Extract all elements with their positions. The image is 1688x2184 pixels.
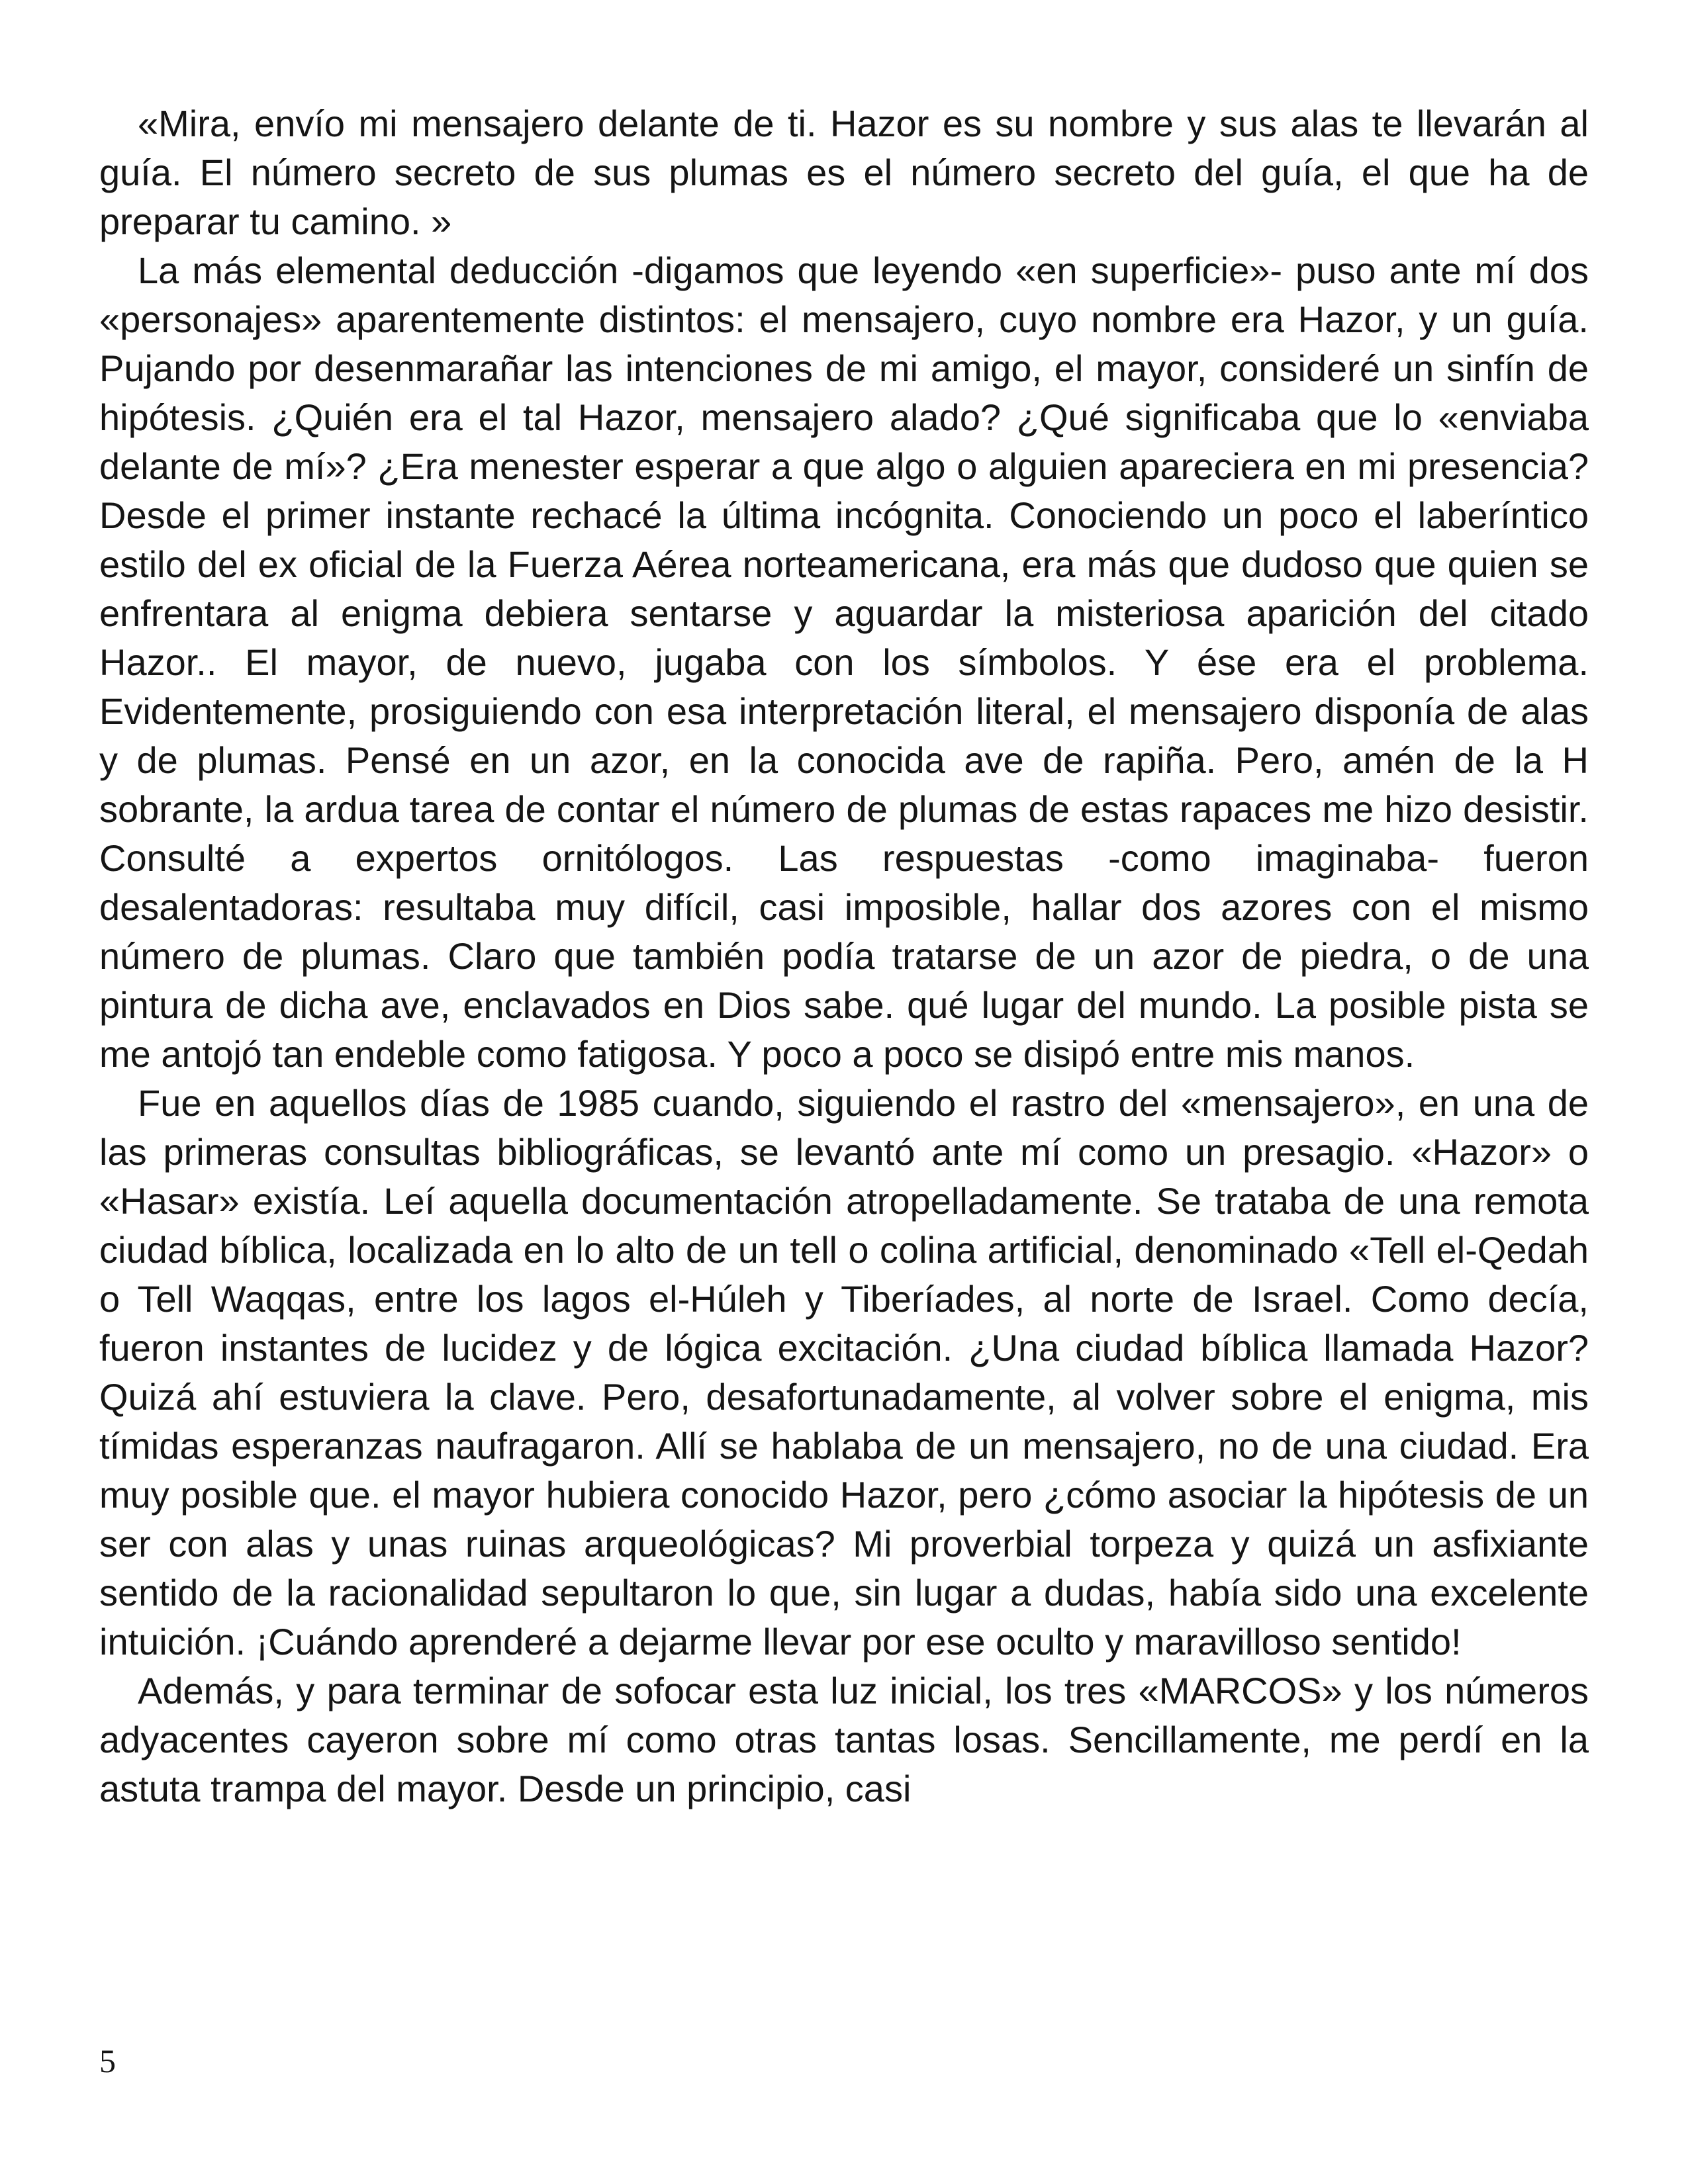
paragraph-quote: «Mira, envío mi mensajero delante de ti. Hazor es su nombre y sus alas te llevarán al guía. El número secreto de sus plumas es el número secreto del guía, el que ha de preparar tu camino. » <box>99 103 1589 242</box>
paragraph-marcos: Además, y para terminar de sofocar esta luz inicial, los tres «MARCOS» y los números adyacentes cayeron sobre mí como otras tantas losas. Sencillamente, me perdí en la astuta trampa del mayor. Desde un principio, casi <box>99 1670 1589 1809</box>
paragraph-deduction: La más elemental deducción -digamos que leyendo «en superficie»- puso ante mí dos «personajes» aparentemente distintos: el mensajero, cuyo nombre era Hazor, y un guía. Pujando por desenmarañar las intenciones de mi amigo, el mayor, consideré un sinfín de hipótesis. ¿Quién era el tal Hazor, mensajero alado? ¿Qué significaba que lo «enviaba delante de mí»? ¿Era menester esperar a que algo o alguien apareciera en mi presencia? Desde el primer instante rechacé la última incógnita. Conociendo un poco el laberíntico estilo del ex oficial de la Fuerza Aérea norteamericana, era más que dudoso que quien se enfrentara al enigma debiera sentarse y aguardar la misteriosa aparición del citado Hazor.. El mayor, de nuevo, jugaba con los símbolos. Y ése era el problema. Evidentemente, prosiguiendo con esa interpretación literal, el mensajero disponía de alas y de plumas. Pensé en un azor, en la conocida ave de rapiña. Pero, amén de la H sobrante, la ardua tarea de contar el número de plumas de estas rapaces me hizo desistir. Consulté a expertos ornitólogos. Las respuestas -como imaginaba- fueron desalentadoras: resultaba muy difícil, casi imposible, hallar dos azores con el mismo número de plumas. Claro que también podía tratarse de un azor de piedra, o de una pintura de dicha ave, enclavados en Dios sabe. qué lugar del mundo. La posible pista se me antojó tan endeble como fatigosa. Y poco a poco se disipó entre mis manos. <box>99 250 1589 1075</box>
page-body <box>99 99 1589 2052</box>
paragraph-hazor-city: Fue en aquellos días de 1985 cuando, siguiendo el rastro del «mensajero», en una de las primeras consultas bibliográficas, se levantó ante mí como un presagio. «Hazor» o «Hasar» existía. Leí aquella documentación atropelladamente. Se trataba de una remota ciudad bíblica, localizada en lo alto de un tell o colina artificial, denominado «Tell el-Qedah o Tell Waqqas, entre los lagos el-Húleh y Tiberíades, al norte de Israel. Como decía, fueron instantes de lucidez y de lógica excitación. ¿Una ciudad bíblica llamada Hazor? Quizá ahí estuviera la clave. Pero, desafortunadamente, al volver sobre el enigma, mis tímidas esperanzas naufragaron. Allí se hablaba de un mensajero, no de una ciudad. Era muy posible que. el mayor hubiera conocido Hazor, pero ¿cómo asociar la hipótesis de un ser con alas y unas ruinas arqueológicas? Mi proverbial torpeza y quizá un asfixiante sentido de la racionalidad sepultaron lo que, sin lugar a dudas, había sido una excelente intuición. ¡Cuándo aprenderé a dejarme llevar por ese oculto y maravilloso sentido! <box>99 1082 1589 1662</box>
page-number: 5 <box>99 2042 116 2079</box>
